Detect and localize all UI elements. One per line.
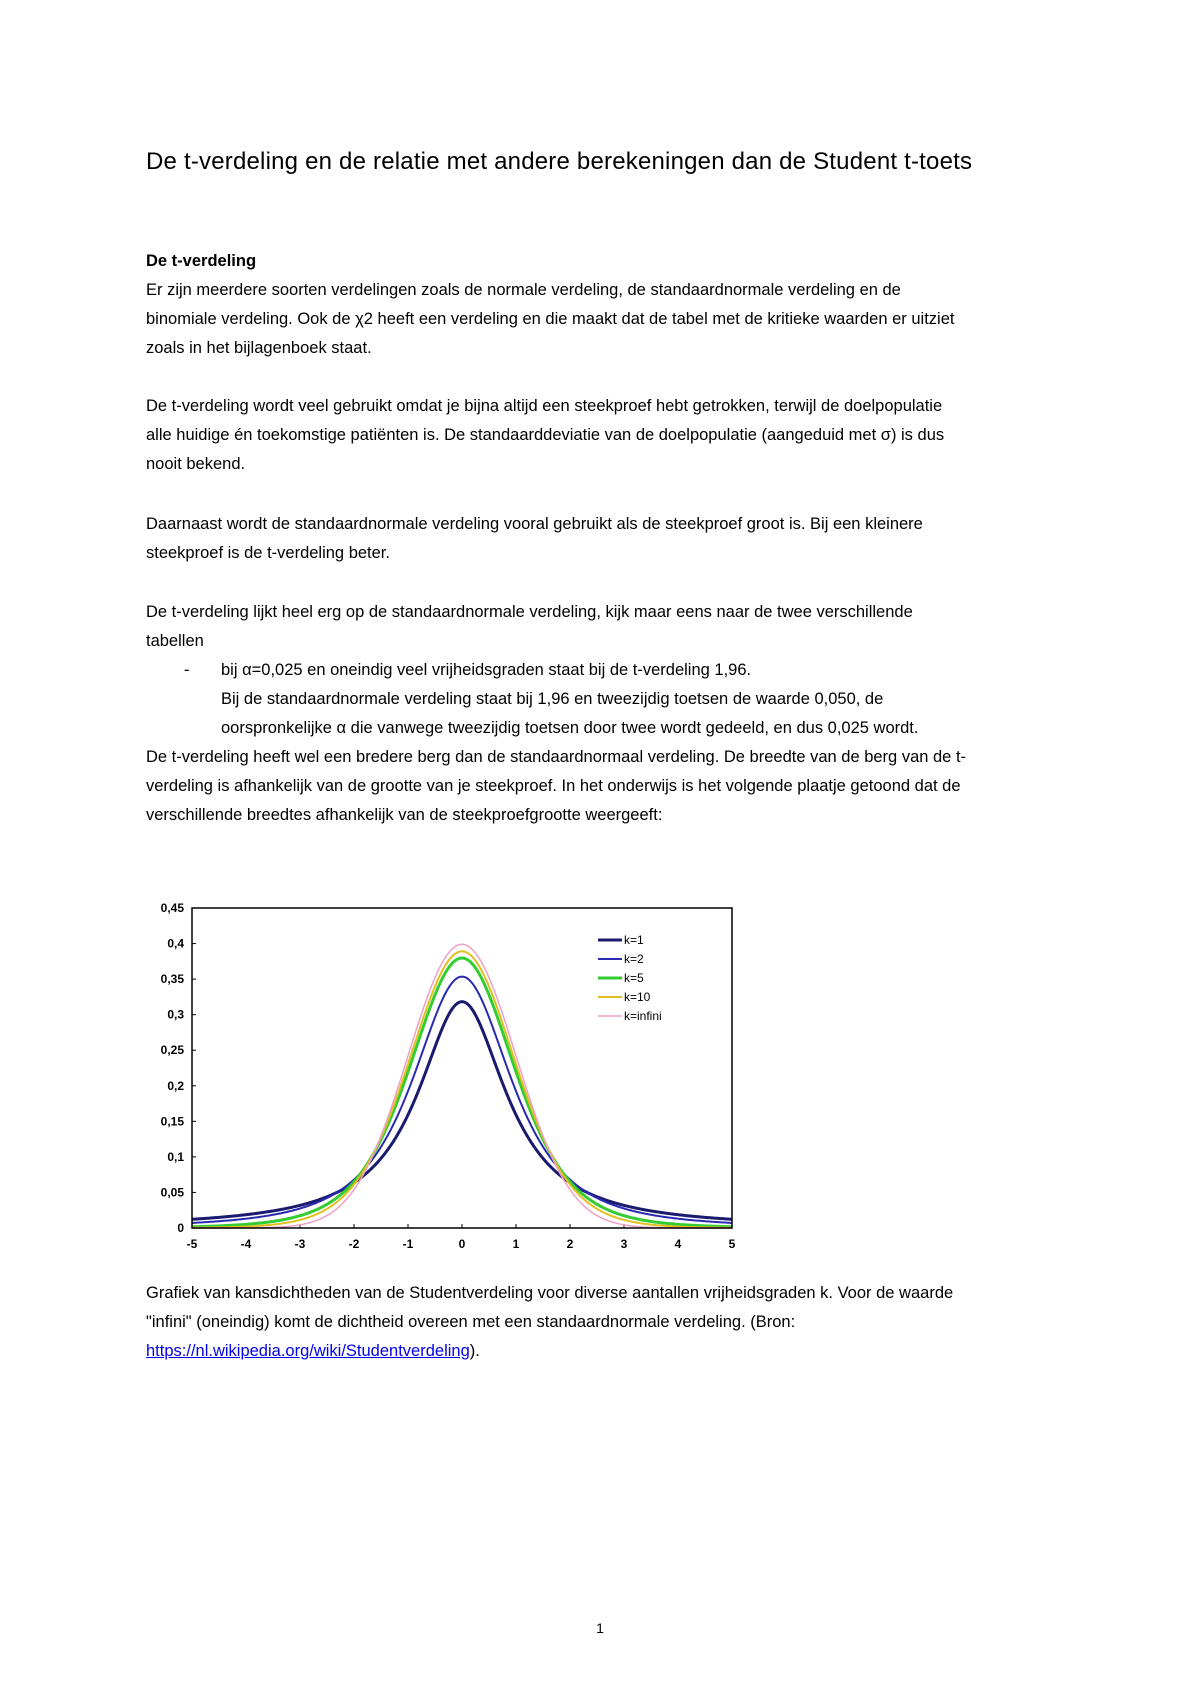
y-tick-label: 0,15 — [160, 1114, 184, 1129]
y-tick-label: 0,25 — [160, 1043, 184, 1058]
paragraph-line: alle huidige én toekomstige patiënten is. De standaarddeviatie van de doelpopulatie (aangeduid met σ) is dus — [146, 426, 945, 444]
legend-label: k=infini — [624, 1009, 662, 1023]
caption-text: "infini" (oneindig) komt de dichtheid overeen met een standaardnormale verdeling. (Bron: — [146, 1313, 796, 1331]
y-tick-label: 0,1 — [167, 1149, 184, 1164]
series-line-k-5 — [192, 958, 732, 1227]
y-axis — [161, 901, 196, 1235]
x-tick-label: 3 — [620, 1237, 628, 1251]
page-title: De t-verdeling en de relatie met andere berekeningen dan de Student t-toets — [146, 148, 973, 175]
bullet-item — [146, 656, 1076, 743]
plot-frame — [192, 908, 732, 1228]
paragraph-line: verdeling is afhankelijk van de grootte van je steekproef. In het onderwijs is het volgende plaatje getoond dat de — [146, 777, 961, 795]
y-tick-label: 0,2 — [167, 1078, 184, 1093]
caption-text: ). — [469, 1342, 480, 1360]
paragraph-line: nooit bekend. — [146, 455, 246, 473]
legend-label: k=10 — [624, 990, 651, 1004]
paragraph-3 — [146, 510, 1076, 568]
paragraph-4 — [146, 598, 1076, 656]
paragraph-line: verschillende breedtes afhankelijk van de steekproefgrootte weergeeft: — [146, 806, 663, 824]
section-heading: De t-verdeling — [146, 252, 257, 270]
caption-line: Grafiek van kansdichtheden van de Studentverdeling voor diverse aantallen vrijheidsgraden k. Voor de waarde — [146, 1284, 954, 1302]
paragraph-line: Daarnaast wordt de standaardnormale verdeling vooral gebruikt als de steekproef groot is. Bij een kleinere — [146, 515, 923, 533]
x-tick-label: -2 — [348, 1237, 360, 1251]
y-tick-label: 0 — [177, 1221, 184, 1235]
chart-svg — [140, 900, 750, 1260]
x-tick-label: 0 — [458, 1237, 466, 1251]
chart-legend — [598, 933, 662, 1023]
x-tick-label: 5 — [728, 1237, 736, 1251]
paragraph-5 — [146, 743, 1076, 830]
paragraph-line: tabellen — [146, 632, 204, 650]
t-distribution-chart — [140, 900, 750, 1260]
section-block-1 — [146, 247, 1076, 363]
source-link[interactable]: https://nl.wikipedia.org/wiki/Studentverdeling — [146, 1342, 470, 1360]
caption-line — [146, 1337, 1076, 1366]
series-line-k-10 — [192, 951, 732, 1227]
x-tick-label: -3 — [294, 1237, 306, 1251]
legend-label: k=5 — [624, 971, 644, 985]
legend-label: k=1 — [624, 933, 644, 947]
paragraph-line: Er zijn meerdere soorten verdelingen zoals de normale verdeling, de standaardnormale verdeling en de — [146, 281, 901, 299]
x-tick-label: -4 — [240, 1237, 252, 1251]
bullet-line: bij α=0,025 en oneindig veel vrijheidsgraden staat bij de t-verdeling 1,96. — [221, 661, 752, 679]
paragraph-line: zoals in het bijlagenboek staat. — [146, 339, 372, 357]
paragraph-line: steekproef is de t-verdeling beter. — [146, 544, 390, 562]
paragraph-line: De t-verdeling wordt veel gebruikt omdat je bijna altijd een steekproef hebt getrokken, terwijl de doelpopulatie — [146, 397, 943, 415]
y-tick-label: 0,45 — [160, 901, 184, 915]
paragraph-2 — [146, 392, 1076, 479]
paragraph-line: binomiale verdeling. Ook de χ2 heeft een verdeling en die maakt dat de tabel met de kritieke waarden er uitziet — [146, 310, 955, 328]
x-tick-label: 4 — [674, 1237, 682, 1251]
bullet-line: oorspronkelijke α die vanwege tweezijdig toetsen door twee wordt gedeeld, en dus 0,025 wordt. — [221, 719, 919, 737]
figure-caption — [146, 1279, 1076, 1366]
paragraph-line: De t-verdeling heeft wel een bredere berg dan de standaardnormaal verdeling. De breedte van de berg van de t- — [146, 748, 967, 766]
paragraph-line: De t-verdeling lijkt heel erg op de standaardnormale verdeling, kijk maar eens naar de twee verschillende — [146, 603, 913, 621]
x-tick-label: 1 — [512, 1237, 520, 1251]
series-line-k-infini — [192, 944, 732, 1228]
y-tick-label: 0,35 — [160, 972, 184, 987]
legend-label: k=2 — [624, 952, 644, 966]
series-curves — [192, 944, 732, 1228]
x-tick-label: -5 — [186, 1237, 198, 1251]
y-tick-label: 0,4 — [167, 936, 184, 951]
page-number: 1 — [596, 1620, 604, 1636]
series-line-k-1 — [192, 1002, 732, 1220]
y-tick-label: 0,05 — [160, 1185, 184, 1200]
bullet-line: Bij de standaardnormale verdeling staat bij 1,96 en tweezijdig toetsen de waarde 0,050, de — [221, 690, 884, 708]
x-tick-label: -1 — [402, 1237, 414, 1251]
bullet-dash: - — [184, 661, 190, 679]
caption-line — [146, 1308, 1076, 1337]
y-tick-label: 0,3 — [167, 1007, 184, 1022]
x-tick-label: 2 — [566, 1237, 574, 1251]
